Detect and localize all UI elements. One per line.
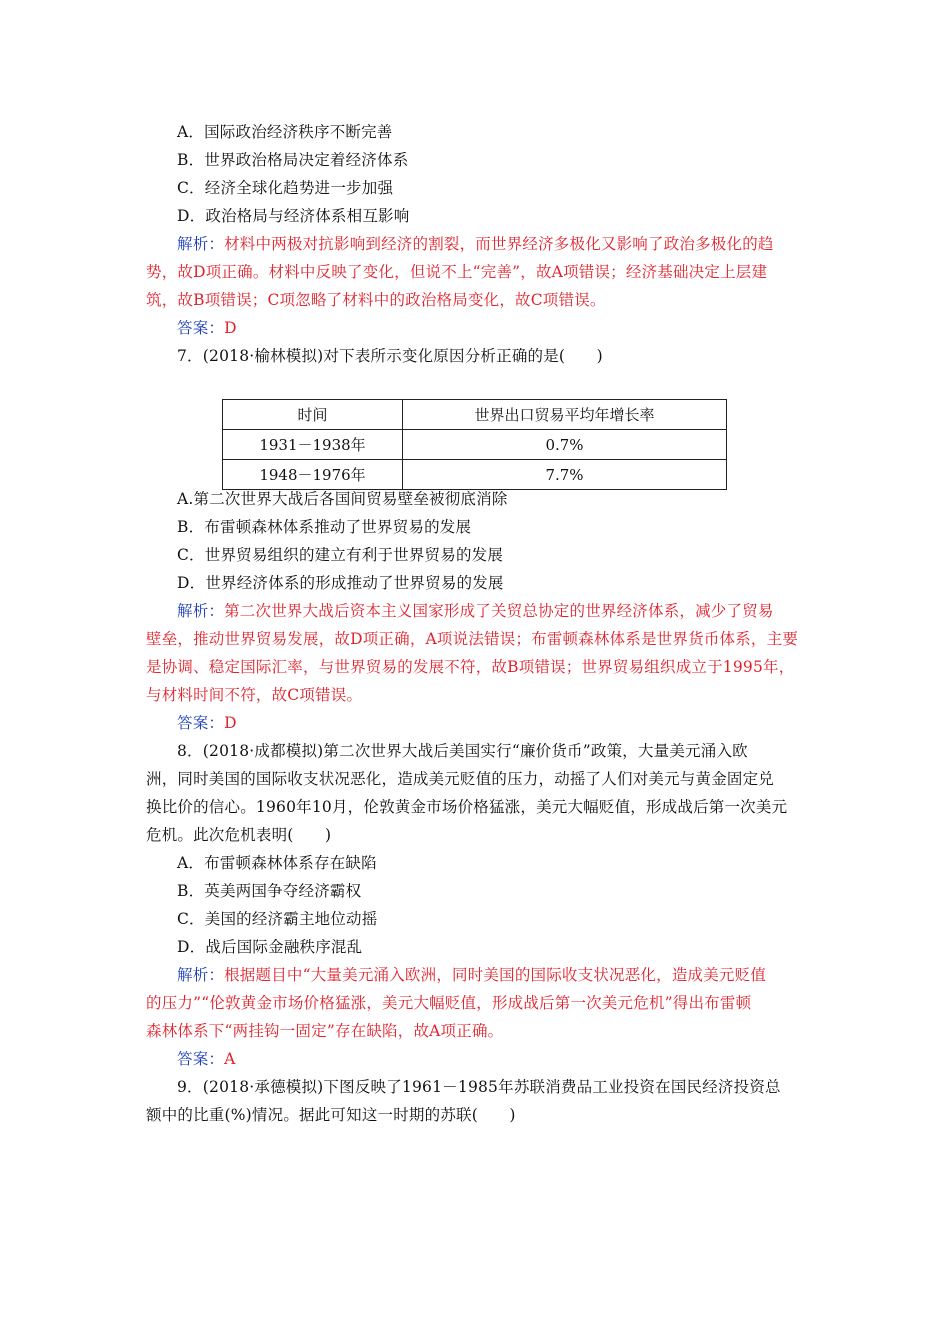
table-header-row [223,400,727,430]
q8-option-d: D．战后国际金融秩序混乱 [177,938,363,956]
table-header-cell: 世界出口贸易平均年增长率 [403,400,727,430]
q6-analysis-line-2: 势，故D项正确。材料中反映了变化，但说不上“完善”，故A项错误；经济基础决定上层建 [146,263,768,281]
q7-analysis-line-1 [177,601,774,621]
q6-answer [177,318,237,338]
q7-answer-label: 答案： [177,714,225,732]
q9-stem-line-1: 9．(2018·承德模拟)下图反映了1961－1985年苏联消费品工业投资在国民经济投资总 [177,1078,781,1096]
q6-answer-value: D [224,319,237,337]
q8-analysis-line-2: 的压力”“伦敦黄金市场价格猛涨，美元大幅贬值，形成战后第一次美元危机”得出布雷顿 [146,994,752,1012]
q8-stem-line-3: 换比价的信心。1960年10月，伦敦黄金市场价格猛涨，美元大幅贬值，形成战后第一次美元 [146,798,788,816]
q7-analysis-line-4: 与材料时间不符，故C项错误。 [146,686,363,704]
q8-answer [177,1049,236,1069]
q8-option-c: C．美国的经济霸主地位动摇 [177,910,378,928]
q6-answer-label: 答案： [177,319,225,337]
q8-analysis-line-3: 森林体系下“两挂钩一固定”存在缺陷，故A项正确。 [146,1022,504,1040]
q7-analysis-label: 解析： [177,602,225,620]
q7-option-a: A.第二次世界大战后各国间贸易壁垒被彻底消除 [177,490,508,508]
q8-option-a: A．布雷顿森林体系存在缺陷 [177,854,377,872]
table-cell: 0.7% [403,430,727,460]
table-cell: 1948－1976年 [223,460,403,490]
q6-option-a: A．国际政治经济秩序不断完善 [177,123,393,141]
table-row [223,430,727,460]
q7-table [222,399,727,490]
q6-option-c: C．经济全球化趋势进一步加强 [177,179,394,197]
q8-stem-line-1: 8．(2018·成都模拟)第二次世界大战后美国实行“廉价货币”政策，大量美元涌入欧 [177,742,748,760]
table-cell: 7.7% [403,460,727,490]
q8-analysis-line-1 [177,965,766,985]
q7-answer-value: D [224,714,237,732]
q8-analysis-text: 根据题目中“大量美元涌入欧洲，同时美国的国际收支状况恶化，造成美元贬值 [224,966,767,984]
q6-option-d: D．政治格局与经济体系相互影响 [177,207,410,225]
q7-analysis-line-2: 壁垒，推动世界贸易发展，故D项正确，A项说法错误；布雷顿森林体系是世界货币体系，主要 [146,630,799,648]
q6-analysis-label: 解析： [177,235,225,253]
q7-analysis-text: 第二次世界大战后资本主义国家形成了关贸总协定的世界经济体系，减少了贸易 [224,602,774,620]
table-row [223,460,727,490]
q8-answer-label: 答案： [177,1050,225,1068]
q8-stem-line-2: 洲，同时美国的国际收支状况恶化，造成美元贬值的压力，动摇了人们对美元与黄金固定兑 [146,770,775,788]
q7-option-d: D．世界经济体系的形成推动了世界贸易的发展 [177,574,504,592]
q7-analysis-line-3: 是协调、稳定国际汇率，与世界贸易的发展不符，故B项错误；世界贸易组织成立于1995年， [146,658,795,676]
table-cell: 1931－1938年 [223,430,403,460]
q7-option-b: B．布雷顿森林体系推动了世界贸易的发展 [177,518,472,536]
q8-option-b: B．英美两国争夺经济霸权 [177,882,362,900]
q9-stem-line-2: 额中的比重(%)情况。据此可知这一时期的苏联( ) [146,1106,516,1124]
q7-option-c: C．世界贸易组织的建立有利于世界贸易的发展 [177,546,504,564]
q6-option-b: B．世界政治格局决定着经济体系 [177,151,409,169]
q8-analysis-label: 解析： [177,966,225,984]
q6-analysis-text: 材料中两极对抗影响到经济的割裂，而世界经济多极化又影响了政治多极化的趋 [224,235,774,253]
q6-analysis-line-1 [177,234,774,254]
q7-stem: 7．(2018·榆林模拟)对下表所示变化原因分析正确的是( ) [177,347,603,365]
table-header-cell: 时间 [223,400,403,430]
q8-stem-line-4: 危机。此次危机表明( ) [146,826,332,844]
q7-answer [177,713,237,733]
q6-analysis-line-3: 筑，故B项错误；C项忽略了材料中的政治格局变化，故C项错误。 [146,291,606,309]
q8-answer-value: A [224,1050,236,1068]
